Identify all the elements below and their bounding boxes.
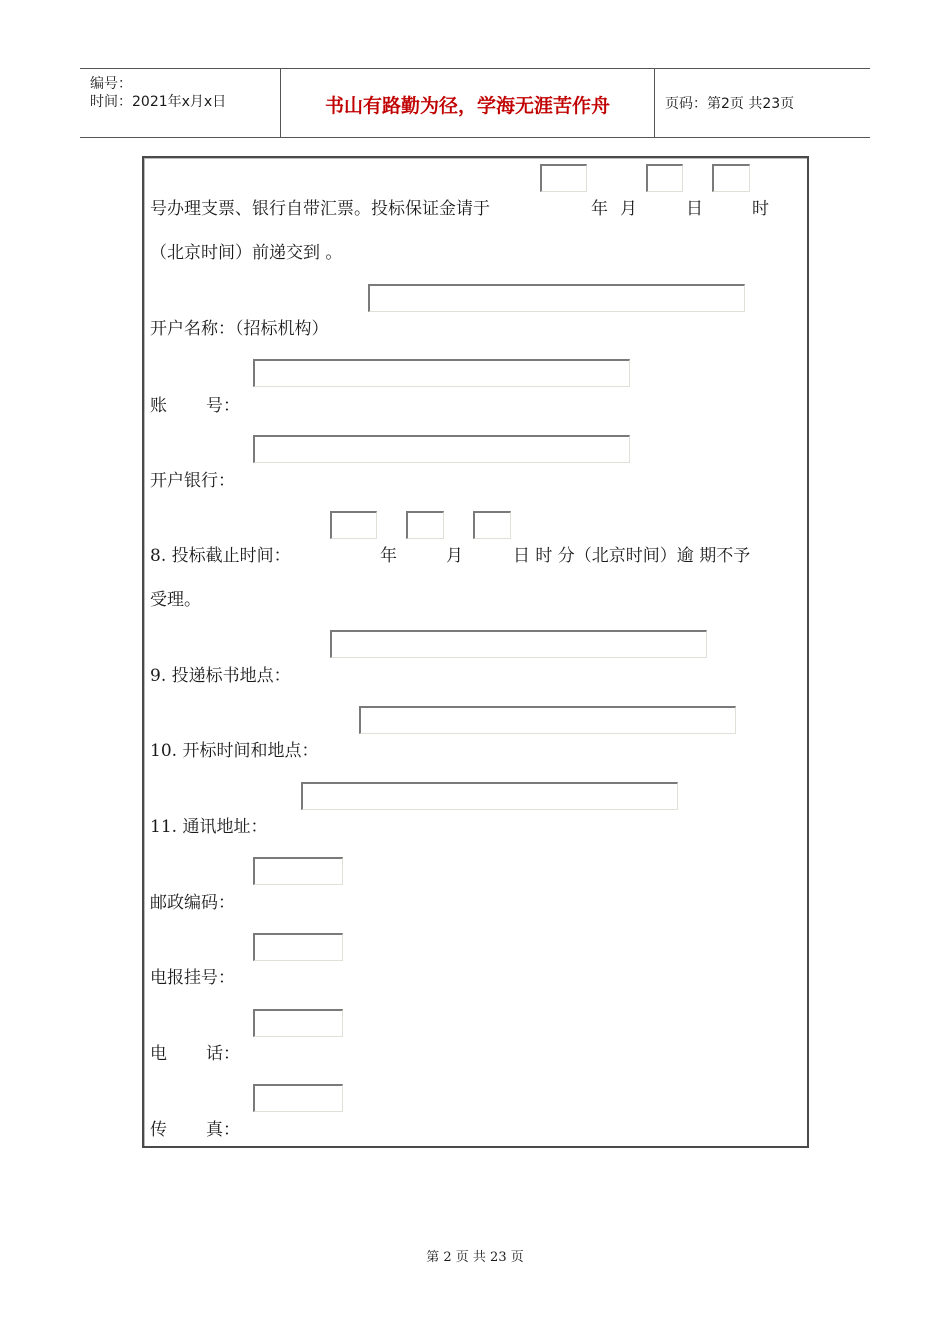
item8-rest: 日 时 分（北京时间）逾 期不予 (513, 546, 751, 566)
header-divider (654, 69, 655, 137)
page-footer: 第 2 页 共 23 页 (426, 1250, 524, 1265)
item8-year-label: 年 (380, 546, 397, 566)
page-header (80, 68, 870, 138)
address-input[interactable] (301, 782, 678, 810)
account-number-label-b: 号： (206, 396, 240, 416)
deadline-month-input[interactable] (406, 511, 444, 539)
postcode-input[interactable] (253, 857, 343, 885)
document-number-label: 编号： (90, 76, 132, 92)
phone-label-b: 话： (206, 1044, 240, 1064)
header-page-info: 页码：第2页 共23页 (665, 96, 795, 112)
deadline-day-input[interactable] (473, 511, 511, 539)
account-name-label: 开户名称：（招标机构） (150, 319, 329, 339)
deposit-hour-label: 时 (752, 199, 769, 219)
bank-label: 开户银行： (150, 471, 235, 491)
bid-delivery-place-input[interactable] (330, 630, 707, 658)
opening-time-place-input[interactable] (359, 706, 736, 734)
item11-label: 11. 通讯地址： (150, 817, 268, 837)
deposit-month-label: 月 (620, 199, 637, 219)
phone-label: 电 (150, 1044, 167, 1064)
item8-line2: 受理。 (150, 590, 201, 610)
item8-label: 8. 投标截止时间： (150, 546, 291, 566)
item8-month-label: 月 (446, 546, 463, 566)
postcode-label: 邮政编码： (150, 893, 235, 913)
deposit-day-label: 日 (686, 199, 703, 219)
deposit-day-input[interactable] (712, 164, 750, 192)
account-name-input[interactable] (368, 284, 745, 312)
deposit-year-input[interactable] (540, 164, 587, 192)
bank-input[interactable] (253, 435, 630, 463)
item10-label: 10. 开标时间和地点： (150, 741, 319, 761)
deposit-text: 号办理支票、银行自带汇票。投标保证金请于 (150, 199, 490, 219)
header-motto: 书山有路勤为径，学海无涯苦作舟 (324, 95, 610, 117)
item9-label: 9. 投递标书地点： (150, 666, 291, 686)
phone-input[interactable] (253, 1009, 343, 1037)
account-number-label: 账 (150, 396, 167, 416)
fax-input[interactable] (253, 1084, 343, 1112)
document-time-label: 时间：2021年x月x日 (90, 94, 227, 110)
telegraph-label: 电报挂号： (150, 968, 235, 988)
deposit-month-input[interactable] (646, 164, 683, 192)
account-number-input[interactable] (253, 359, 630, 387)
fax-label-b: 真： (206, 1120, 240, 1140)
deadline-year-input[interactable] (330, 511, 377, 539)
fax-label: 传 (150, 1120, 167, 1140)
deposit-text-line2: （北京时间）前递交到 。 (150, 243, 343, 263)
deposit-year-label: 年 (591, 199, 608, 219)
telegraph-input[interactable] (253, 933, 343, 961)
header-meta (80, 69, 280, 137)
